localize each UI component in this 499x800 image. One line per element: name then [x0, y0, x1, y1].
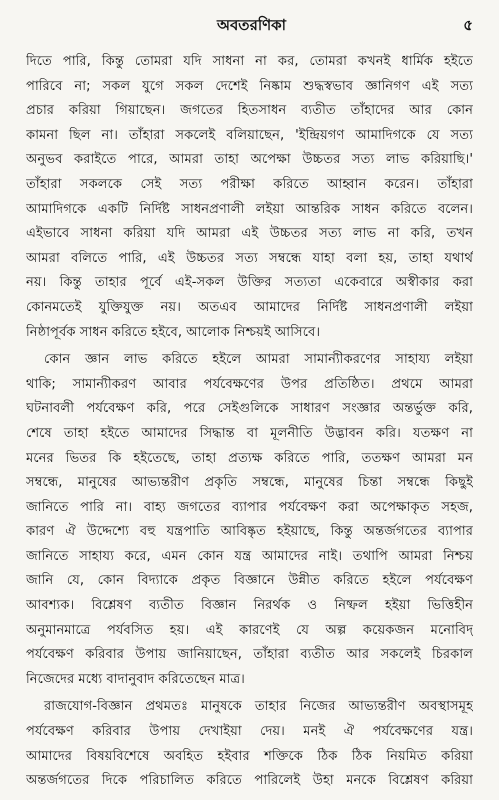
text-line: মনের ভিতর কি হইতেছে, তাহা প্রত্যক্ষ করিতে পারি, ততক্ষণ আমরা মন: [26, 450, 473, 466]
paragraph-3: [26, 695, 473, 793]
text-line: প্রচার করিয়া গিয়াছেন। জগতের হিতসাধন ব্যতীত তাঁহাদের আর কোন: [26, 103, 473, 119]
text-line: নিষ্ঠাপূর্বক সাধন করিতে হইবে, আলোক নিশ্চয়ই আসিবে।: [26, 324, 321, 340]
text-line: অনুমানমাত্রে পর্যবসিত হয়। এই কারণেই যে অল্প কয়েকজন মনোবিদ্‌: [26, 622, 473, 638]
text-line: কামনা ছিল না। তাঁহারা সকলেই বলিয়াছেন, 'ইন্দ্রিয়গণ আমাদিগকে যে সত্য: [26, 127, 473, 143]
text-line: আমাদিগকে একটি নির্দিষ্ট সাধনপ্রণালী লইয়া আন্তরিক সাধন করিতে বলেন।: [26, 201, 473, 217]
text-line: শেষে তাহা হইতে আমাদের সিদ্ধান্ত বা মূলনীতি উদ্ভাবন করি। যতক্ষণ না: [26, 425, 473, 441]
text-line: পর্যবেক্ষণ করিবার উপায় দেখাইয়া দেয়। মনই ঐ পর্যবেক্ষণের যন্ত্র।: [26, 724, 473, 740]
text-line: জানিতে পারি না। বাহ্য জগতের ব্যাপার পর্যবেক্ষণ করা অপেক্ষাকৃত সহজ,: [26, 499, 473, 515]
body-text: [26, 50, 473, 794]
text-line: জানি যে, কোন বিদ্যাকে প্রকৃত বিজ্ঞানে উন্নীত করিতে হইলে পর্যবেক্ষণ: [26, 573, 473, 589]
text-line: সম্বন্ধে, মানুষের আভ্যন্তরীণ প্রকৃতি সম্বন্ধে, মানুষের চিন্তা সম্বন্ধে কিছুই: [26, 475, 473, 491]
text-line: আবশ্যক। বিশ্লেষণ ব্যতীত বিজ্ঞান নিরর্থক ও নিষ্ফল হইয়া ভিত্তিহীন: [26, 598, 473, 614]
text-line: কোনমতেই যুক্তিযুক্ত নয়। অতএব আমাদের নির্দিষ্ট সাধনপ্রণালী লইয়া: [26, 299, 473, 315]
text-line: কোন জ্ঞান লাভ করিতে হইলে আমরা সামান্যীকরণের সাহায্য লইয়া: [44, 352, 473, 368]
text-line: নয়। কিন্তু তাহার পূর্বে এই-সকল উক্তির সত্যতা একেবারে অস্বীকার করা: [26, 275, 473, 291]
running-title: অবতরণিকা: [216, 16, 287, 34]
text-line: তাঁহারা সকলকে সেই সত্য পরীক্ষা করিতে আহ্বান করেন। তাঁহারা: [26, 176, 473, 192]
text-line: নিজেদের মধ্যে বাদানুবাদ করিতেছেন মাত্র।: [26, 671, 245, 687]
text-line: পর্যবেক্ষণ করিবার উপায় জানিয়াছেন, তাঁহারা ব্যতীত আর সকলেই চিরকাল: [26, 647, 473, 663]
paragraph-1: [26, 50, 473, 345]
text-line: থাকি; সামান্যীকরণ আবার পর্যবেক্ষণের উপর প্রতিষ্ঠিত। প্রথমে আমরা: [26, 376, 473, 392]
paragraph-2: [26, 348, 473, 692]
text-line: কারণ ঐ উদ্দেশ্যে বহু যন্ত্রপাতি আবিষ্কৃত হইয়াছে, কিন্তু অন্তর্জগতের ব্যাপার: [26, 524, 473, 540]
text-line: দিতে পারি, কিন্তু তোমরা যদি সাধনা না কর, তোমরা কখনই ধার্মিক হইতে: [26, 54, 473, 69]
page-header: [30, 14, 473, 40]
text-line: ঘটনাবলী পর্যবেক্ষণ করি, পরে সেইগুলিকে সাধারণ সংজ্ঞার অন্তর্ভুক্ত করি,: [26, 401, 473, 417]
text-line: এইভাবে সাধনা করিয়া যদি আমরা এই উচ্চতর সত্য লাভ না করি, তখন: [26, 226, 473, 242]
text-line: রাজযোগ-বিজ্ঞান প্রথমতঃ মানুষকে তাহার নিজের আভ্যন্তরীণ অবস্থাসমূহ: [44, 699, 473, 715]
text-line: পারিবে না; সকল যুগে সকল দেশেই নিষ্কাম শুদ্ধস্বভাব জ্ঞানিগণ এই সত্য: [26, 78, 473, 94]
text-line: অনুভব করাইতে পারে, আমরা তাহা অপেক্ষা উচ্চতর সত্য লাভ করিয়াছি।': [26, 152, 473, 168]
text-line: অন্তর্জগতের দিকে পরিচালিত করিতে পারিলেই উহা মনকে বিশ্লেষণ করিয়া: [26, 773, 473, 789]
text-line: জানিতে সাহায্য করে, এমন কোন যন্ত্র আমাদের নাই। তথাপি আমরা নিশ্চয়: [26, 548, 473, 564]
page-number: ৫: [463, 16, 473, 34]
text-line: আমরা বলিতে পারি, এই উচ্চতর সত্য সম্বন্ধে যাহা বলা হয়, তাহা যথার্থ: [26, 250, 473, 266]
text-line: আমাদের বিষয়বিশেষে অবহিত হইবার শক্তিকে ঠিক ঠিক নিয়মিত করিয়া: [26, 748, 473, 764]
